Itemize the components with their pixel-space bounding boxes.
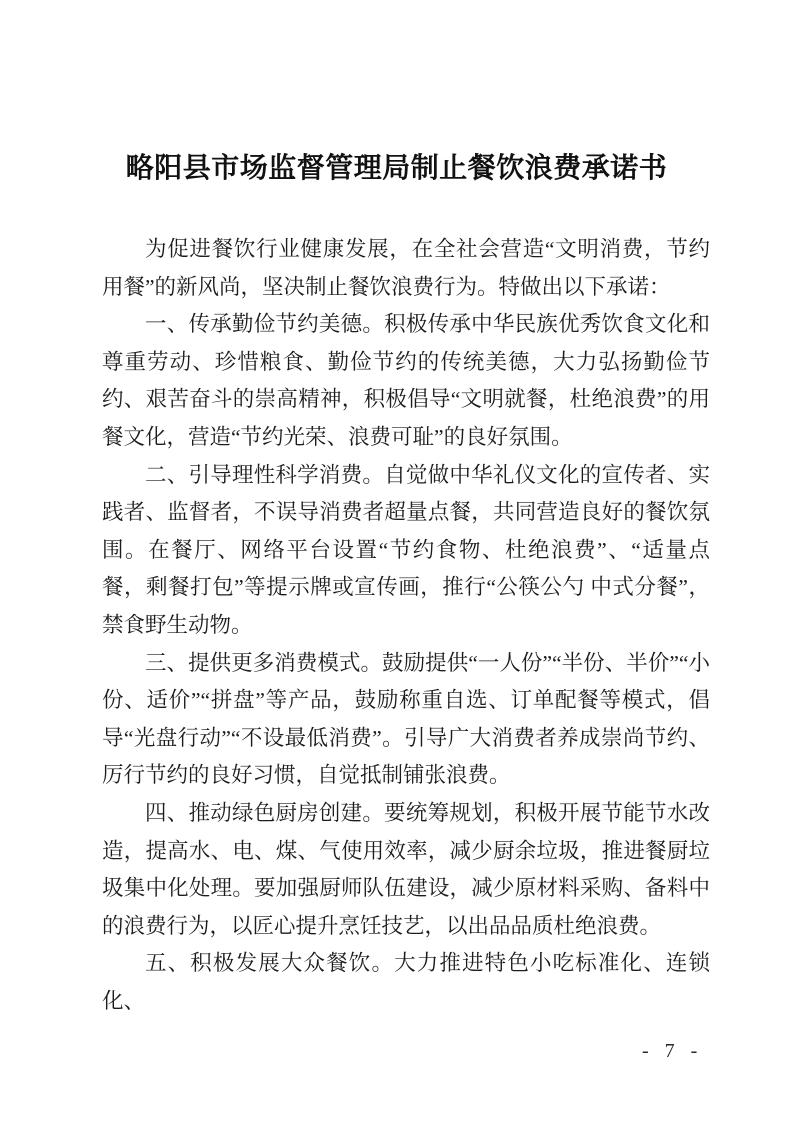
document-title: 略阳县市场监督管理局制止餐饮浪费承诺书 — [125, 153, 668, 184]
intro-paragraph: 为促进餐饮行业健康发展，在全社会营造“文明消费，节约用餐”的新风尚，坚决制止餐饮浪费行为。特做出以下承诺： — [102, 237, 710, 299]
commitment-1-paragraph: 一、传承勤俭节约美德。积极传承中华民族优秀饮食文化和尊重劳动、珍惜粮食、勤俭节约的传统美德，大力弘扬勤俭节约、艰苦奋斗的崇高精神，积极倡导“文明就餐，杜绝浪费”的用餐文化，营造“节约光荣、浪费可耻”的良好氛围。 — [102, 312, 710, 449]
commitment-2-paragraph: 二、引导理性科学消费。自觉做中华礼仪文化的宣传者、实践者、监督者，不误导消费者超量点餐，共同营造良好的餐饮氛围。在餐厅、网络平台设置“节约食物、杜绝浪费”、“适量点餐，剩餐打包”等提示牌或宣传画，推行“公筷公勺 中式分餐”，禁食野生动物。 — [102, 462, 710, 637]
commitment-5-paragraph: 五、积极发展大众餐饮。大力推进特色小吃标准化、连锁化、 — [102, 951, 710, 1013]
commitment-4-paragraph: 四、推动绿色厨房创建。要统筹规划，积极开展节能节水改造，提高水、电、煤、气使用效率，减少厨余垃圾，推进餐厨垃圾集中化处理。要加强厨师队伍建设，减少原材料采购、备料中的浪费行为，以匠心提升烹饪技艺，以出品品质杜绝浪费。 — [102, 800, 710, 938]
commitment-3-paragraph: 三、提供更多消费模式。鼓励提供“一人份”“半份、半价”“小份、适价”“拼盘”等产品，鼓励称重自选、订单配餐等模式，倡导“光盘行动”“不设最低消费”。引导广大消费者养成崇尚节约、厉行节约的良好习惯，自觉抵制铺张浪费。 — [102, 650, 710, 788]
document-body — [102, 231, 710, 1020]
page-number: - 7 - — [642, 1040, 700, 1062]
